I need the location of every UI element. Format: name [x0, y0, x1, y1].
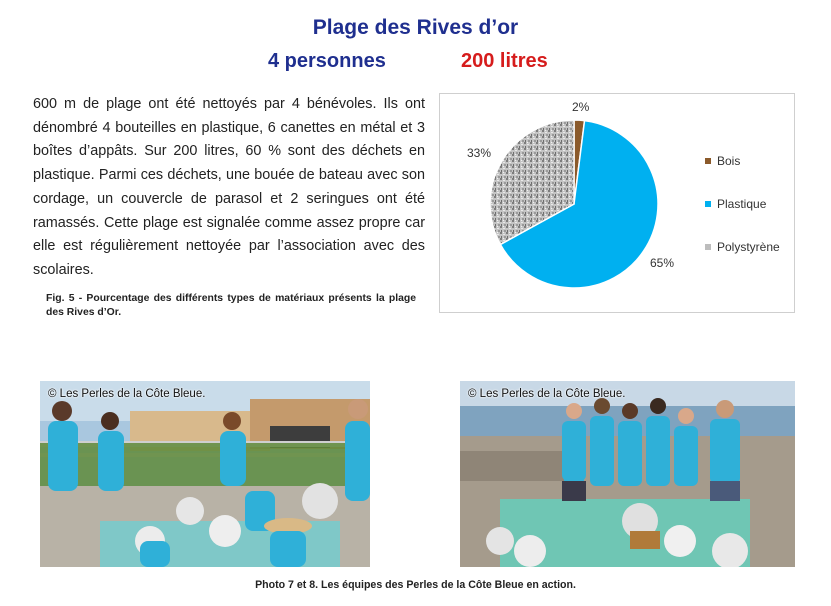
photo-left [40, 381, 370, 567]
pie-chart [439, 93, 795, 313]
legend-label-polystyrene: Polystyrène [717, 240, 780, 254]
legend-swatch-bois [705, 158, 711, 164]
photo-right-credit: © Les Perles de la Côte Bleue. [468, 388, 626, 400]
photo-right-scene [460, 381, 795, 567]
slice-label-bois: 2% [572, 100, 590, 114]
description-paragraph: 600 m de plage ont été nettoyés par 4 bénévoles. Ils ont dénombré 4 bouteilles en plastique, 6 canettes en métal et 3 boîtes d’appâts. Sur 200 litres, 60 % sont des déchets en plastique. Parmi ces déchets, une bouée de bateau avec son cordage, un couvercle de parasol et 2 seringues ont été ramassés. Cette plage est signalée comme assez propre car elle est régulièrement nettoyée par l’association avec des scolaires. [33, 96, 425, 278]
volume-total: 200 litres [461, 50, 548, 72]
legend-label-plastique: Plastique [717, 197, 767, 211]
figure-caption: Fig. 5 - Pourcentage des différents types de matériaux présents la plage des Rives d’Or. [46, 293, 416, 318]
photo-left-credit: © Les Perles de la Côte Bleue. [48, 388, 206, 400]
photo-left-scene [40, 381, 370, 567]
legend-swatch-polystyrene [705, 244, 711, 250]
slice-label-polystyrene: 33% [467, 146, 492, 160]
page-title: Plage des Rives d’or [312, 16, 519, 39]
photo-caption: Photo 7 et 8. Les équipes des Perles de la Côte Bleue en action. [255, 579, 576, 591]
photo-right [460, 381, 795, 567]
slice-label-plastique: 65% [650, 256, 675, 270]
legend-swatch-plastique [705, 201, 711, 207]
legend-label-bois: Bois [717, 154, 741, 168]
people-count: 4 personnes [268, 50, 386, 72]
